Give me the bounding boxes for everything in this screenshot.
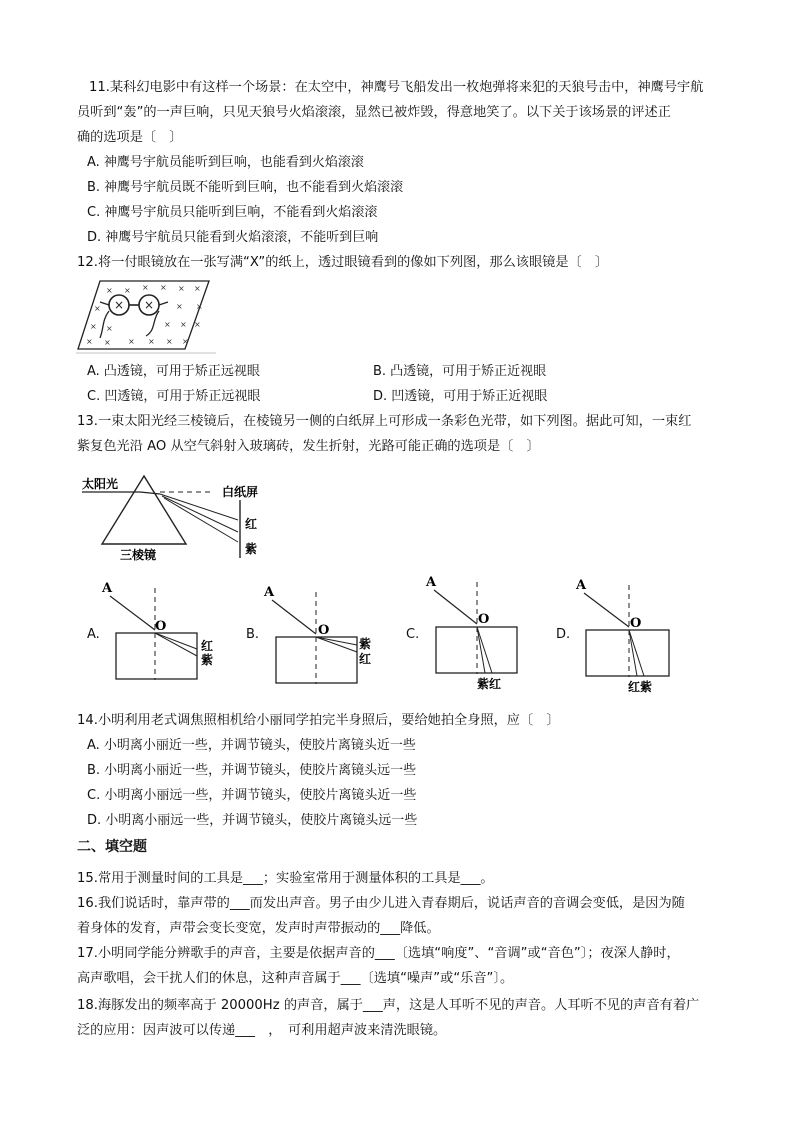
svg-text:紫: 紫 [359,637,372,651]
svg-text:红紫: 红紫 [628,680,653,694]
q13-choice-d-letter: D. [556,627,571,642]
q16-line-2: 着身体的发育，声带会变长变宽，发声时声带振动的___降低。 [77,921,440,936]
prism-figure [80,470,280,565]
q11-option-b: B. 神鹰号宇航员既不能听到巨响，也不能看到火焰滚滚 [87,180,404,195]
svg-text:A: A [264,585,275,600]
svg-text:×: × [106,286,113,295]
q12-option-c: C. 凹透镜，可用于矫正远视眼 [87,389,261,404]
q12-line: 12.将一付眼镜放在一张写满“X”的纸上，透过眼镜看到的像如下列图，那么该眼镜是〔 〕 [77,255,609,270]
q16-line-1: 16.我们说话时，靠声带的___而发出声音。男子由少儿进入青春期后，说话声音的音调会变低，是因为随 [77,896,685,911]
q17-line-2: 高声歌唱，会干扰人们的休息，这种声音属于___〔选填“噪声”或“乐音”〕。 [77,971,514,986]
svg-text:O: O [630,616,642,631]
q13-choice-c-letter: C. [406,627,420,642]
q11-line-2: 员听到“轰”的一声巨响，只见天狼号火焰滚滚，显然已被炸毁，得意地笑了。以下关于该场景的评述正 [77,105,671,120]
q13-line-2: 紫复色光沿 AO 从空气斜射入玻璃砖，发生折射，光路可能正确的选项是〔 〕 [77,439,540,454]
q14-option-c: C. 小明离小丽远一些，并调节镜头，使胶片离镜头近一些 [87,788,417,803]
q13-choice-c-diagram [422,572,552,697]
svg-text:×: × [114,298,125,312]
svg-text:×: × [128,337,135,346]
svg-text:×: × [180,320,187,329]
svg-text:×: × [160,283,167,292]
q14-line: 14.小明利用老式调焦照相机给小丽同学拍完半身照后，要给她拍全身照，应〔 〕 [77,713,560,728]
svg-text:紫红: 紫红 [477,677,502,691]
svg-text:×: × [124,286,131,295]
svg-text:×: × [148,337,155,346]
q13-choice-a-letter: A. [87,627,100,642]
svg-text:A: A [576,578,587,593]
svg-text:O: O [155,619,167,634]
q11-option-a: A. 神鹰号宇航员能听到巨响，也能看到火焰滚滚 [87,155,364,170]
q11-line-3: 确的选项是〔 〕 [77,130,183,145]
svg-text:×: × [144,298,155,312]
q14-option-a: A. 小明离小丽近一些，并调节镜头，使胶片离镜头近一些 [87,738,416,753]
q17-line-1: 17.小明同学能分辨歌手的声音，主要是依据声音的___〔选填“响度”、“音调”或“音色”〕；夜深人静时， [77,946,680,961]
sunlight-label: 太阳光 [82,477,119,491]
svg-text:×: × [196,302,203,311]
red-label: 红 [245,517,258,531]
svg-text:红: 红 [359,652,372,666]
q13-choice-b-diagram [262,582,392,687]
prism-label: 三棱镜 [120,548,157,562]
q15-line: 15.常用于测量时间的工具是___；实验室常用于测量体积的工具是___。 [77,871,494,886]
q13-choice-a-diagram [100,578,230,683]
svg-text:×: × [194,284,201,293]
q14-option-b: B. 小明离小丽近一些，并调节镜头，使胶片离镜头远一些 [87,763,417,778]
svg-text:紫: 紫 [201,653,214,667]
q18-line-2: 泛的应用：因声波可以传递___ ， 可利用超声波来清洗眼镜。 [77,1023,447,1038]
svg-text:×: × [182,337,189,346]
q13-choice-b-letter: B. [246,627,260,642]
svg-text:×: × [86,337,93,346]
svg-text:×: × [176,302,183,311]
q12-option-d: D. 凹透镜，可用于矫正近视眼 [373,389,548,404]
svg-text:O: O [478,612,490,627]
q12-option-b: B. 凸透镜，可用于矫正近视眼 [373,364,547,379]
q11-option-c: C. 神鹰号宇航员只能听到巨响，不能看到火焰滚滚 [87,205,378,220]
svg-text:O: O [318,623,330,638]
svg-text:×: × [106,324,113,333]
svg-text:×: × [94,304,101,313]
svg-text:×: × [178,284,185,293]
q11-option-d: D. 神鹰号宇航员只能看到火焰滚滚，不能听到巨响 [87,230,379,245]
q12-option-a: A. 凸透镜，可用于矫正远视眼 [87,364,260,379]
svg-text:×: × [90,322,97,331]
svg-text:A: A [426,575,437,590]
q11-line-1: 11.某科幻电影中有这样一个场景：在太空中，神鹰号飞船发出一枚炮弹将来犯的天狼号击中，神鹰号宇航 [89,80,704,95]
svg-text:×: × [104,338,111,347]
svg-text:×: × [142,283,149,292]
svg-text:A: A [102,581,113,596]
section-title-fill-in: 二、填空题 [77,839,147,855]
purple-label: 紫 [245,542,258,556]
glasses-on-paper-figure [76,278,216,358]
svg-text:×: × [166,337,173,346]
q13-line-1: 13.一束太阳光经三棱镜后，在棱镜另一侧的白纸屏上可形成一条彩色光带，如下列图。据此可知，一束红 [77,414,692,429]
q18-line-1: 18.海豚发出的频率高于 20000Hz 的声音，属于___声，这是人耳听不见的声音。人耳听不见的声音有着广 [77,998,700,1013]
q14-option-d: D. 小明离小丽远一些，并调节镜头，使胶片离镜头远一些 [87,813,418,828]
svg-text:×: × [194,320,201,329]
svg-text:×: × [164,320,171,329]
screen-label: 白纸屏 [222,485,259,499]
q13-choice-d-diagram [574,575,704,700]
svg-text:红: 红 [201,639,214,653]
